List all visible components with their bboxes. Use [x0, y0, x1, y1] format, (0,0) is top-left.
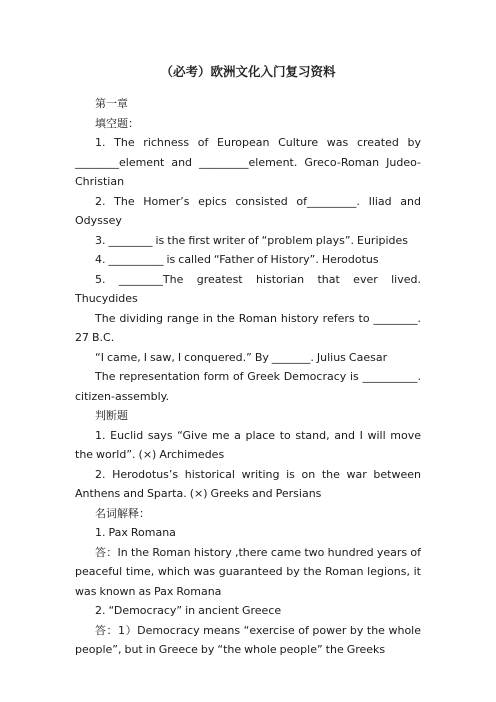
fill-question-7: “I came, I saw, I conquered.” By _______. Julius Caesar	[95, 350, 388, 364]
fill-question-3: 3. ________ is the first writer of “problem plays”. Euripides	[95, 233, 409, 247]
fill-question-6: The dividing range in the Roman history refers to ________. 27 B.C.	[75, 311, 421, 344]
term-2-answer: 答：1）Democracy means “exercise of power by the whole people”, but in Greece by “the whole people” the Greeks	[75, 623, 421, 656]
document-body	[75, 94, 421, 660]
true-false-question-1: 1. Euclid says “Give me a place to stand, and I will move the world”. (×) Archimedes	[75, 428, 421, 461]
term-definition-heading: 名词解释：	[95, 506, 150, 520]
chapter-heading: 第一章	[95, 97, 128, 110]
term-2: 2. “Democracy” in ancient Greece	[95, 604, 282, 617]
fill-question-5: 5. ________The greatest historian that ever lived. Thucydides	[75, 272, 421, 305]
term-1: 1. Pax Romana	[95, 526, 176, 539]
true-false-heading: 判断题	[95, 409, 128, 422]
term-1-answer: 答：In the Roman history ,there came two hundred years of peaceful time, which was guaranteed by the Roman legions, it was known as Pax Romana	[75, 545, 421, 598]
fill-in-blank-heading: 填空题：	[95, 116, 139, 130]
fill-question-2: 2. The Homer’s epics consisted of_________. Iliad and Odyssey	[75, 194, 421, 227]
fill-question-1: 1. The richness of European Culture was created by ________element and _________element. Greco-Roman Judeo-Christian	[75, 136, 421, 188]
fill-question-4: 4. __________ is called “Father of History”. Herodotus	[95, 253, 379, 266]
fill-question-8: The representation form of Greek Democracy is __________. citizen-assembly.	[75, 370, 421, 403]
true-false-question-2: 2. Herodotus’s historical writing is on the war between Anthens and Sparta. (×) Greeks and Persians	[75, 467, 421, 500]
document-title: （必考）欧洲文化入门复习资料	[160, 64, 336, 79]
